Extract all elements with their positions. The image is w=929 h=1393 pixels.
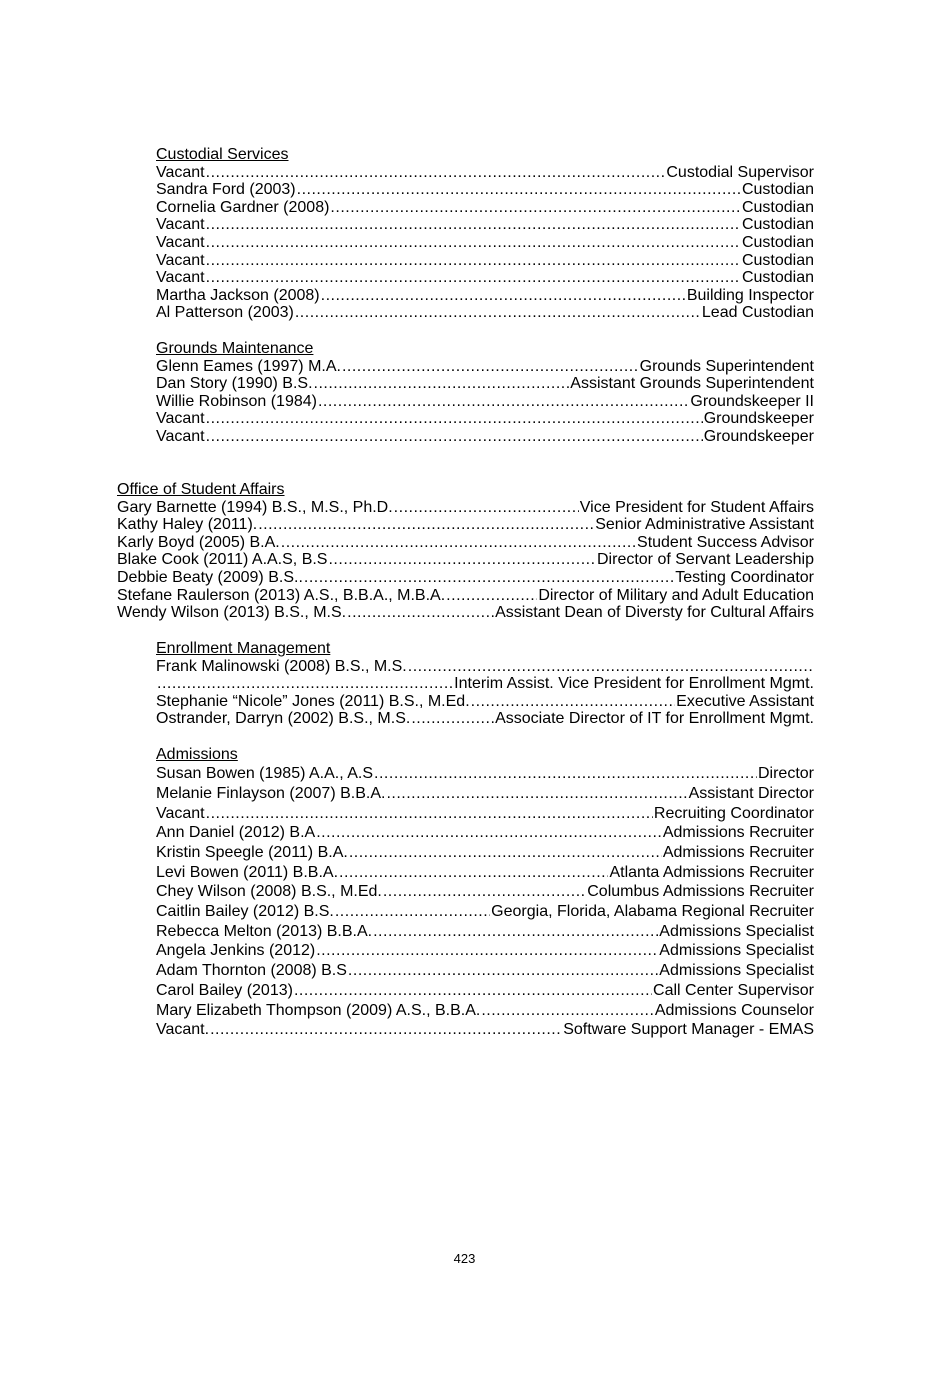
staff-row xyxy=(156,764,814,784)
dot-leader xyxy=(210,1020,562,1040)
staff-row xyxy=(156,863,814,883)
staff-name: Al Patterson (2003) xyxy=(156,304,294,322)
dot-leader xyxy=(386,784,687,804)
dot-leader xyxy=(206,252,741,270)
staff-name: Debbie Beaty (2009) B.S.. xyxy=(117,568,303,586)
staff-name: Melanie Finlayson (2007) B.B.A. xyxy=(156,784,386,802)
staff-title: Groundskeeper xyxy=(703,427,814,445)
page-number: 423 xyxy=(453,1251,476,1266)
staff-row xyxy=(156,843,814,863)
section-heading: Admissions xyxy=(156,746,238,763)
staff-title: Admissions Recruiter xyxy=(662,824,814,842)
staff-title: Director of Servant Leadership xyxy=(597,551,814,569)
dot-leader xyxy=(446,587,537,605)
staff-row xyxy=(117,569,814,587)
dot-leader xyxy=(408,658,813,676)
staff-name: Cornelia Gardner (2008) xyxy=(156,198,330,216)
staff-row xyxy=(156,804,814,824)
staff-row-continuation xyxy=(156,675,814,693)
section-heading: Custodial Services xyxy=(156,146,289,163)
grounds-maintenance-section xyxy=(156,340,814,446)
dot-leader xyxy=(206,804,653,824)
staff-name: Susan Bowen (1985) A.A., A.S xyxy=(156,765,374,783)
dot-leader xyxy=(394,499,579,517)
dot-leader xyxy=(297,181,741,199)
dot-leader xyxy=(373,922,658,942)
staff-name: Vacant xyxy=(156,216,205,234)
staff-title: Vice President for Student Affairs xyxy=(579,498,814,516)
staff-name: Caitlin Bailey (2012) B.S. xyxy=(156,903,334,921)
staff-name: Vacant xyxy=(156,427,205,445)
staff-name: Sandra Ford (2003) xyxy=(156,181,296,199)
staff-title: Georgia, Florida, Alabama Regional Recruiter xyxy=(491,903,814,921)
dot-leader xyxy=(328,551,596,569)
staff-name: Gary Barnette (1994) B.S., M.S., Ph.D. xyxy=(117,498,393,516)
admissions-section xyxy=(156,746,814,1040)
staff-name: Mary Elizabeth Thompson (2009) A.S., B.B.A. xyxy=(156,1001,481,1019)
dot-leader xyxy=(342,358,639,376)
staff-title: Groundskeeper xyxy=(703,410,814,428)
staff-row xyxy=(156,882,814,902)
staff-row xyxy=(117,516,814,534)
staff-row xyxy=(156,428,814,446)
staff-title: Student Success Advisor xyxy=(637,533,814,551)
staff-row xyxy=(156,375,814,393)
staff-title: Groundskeeper II xyxy=(690,392,814,410)
staff-row xyxy=(156,304,814,322)
staff-title: Software Support Manager - EMAS xyxy=(563,1021,814,1039)
staff-list xyxy=(156,358,814,446)
staff-title: Executive Assistant xyxy=(676,692,814,710)
staff-title: Call Center Supervisor xyxy=(653,981,814,999)
staff-row xyxy=(156,234,814,252)
staff-row xyxy=(156,922,814,942)
staff-title: Testing Coordinator xyxy=(675,568,814,586)
dot-leader xyxy=(383,882,586,902)
staff-row xyxy=(156,961,814,981)
staff-row xyxy=(156,393,814,411)
staff-name: Dan Story (1990) B.S. xyxy=(156,375,313,393)
staff-title: Building Inspector xyxy=(686,286,814,304)
staff-row xyxy=(156,269,814,287)
staff-name: Stephanie “Nicole” Jones (2011) B.S., M.Ed. xyxy=(156,692,470,710)
staff-row xyxy=(156,181,814,199)
section-heading: Office of Student Affairs xyxy=(117,481,285,498)
dot-leader xyxy=(471,693,676,711)
section-heading: Grounds Maintenance xyxy=(156,340,314,357)
staff-title: Associate Director of IT for Enrollment Mgmt. xyxy=(495,710,814,728)
staff-title: Admissions Specialist xyxy=(659,922,814,940)
dot-leader xyxy=(206,269,741,287)
staff-row xyxy=(156,941,814,961)
staff-row xyxy=(156,252,814,270)
dot-leader xyxy=(258,516,594,534)
dot-leader xyxy=(330,199,741,217)
staff-title: Interim Assist. Vice President for Enrollment Mgmt. xyxy=(454,675,814,693)
staff-row xyxy=(156,199,814,217)
dot-leader xyxy=(347,604,494,622)
dot-leader xyxy=(157,675,453,693)
dot-leader xyxy=(206,216,741,234)
dot-leader xyxy=(348,961,658,981)
staff-row xyxy=(156,358,814,376)
staff-row xyxy=(117,587,814,605)
staff-row xyxy=(156,784,814,804)
staff-title: Assistant Grounds Superintendent xyxy=(570,375,814,393)
staff-name: Martha Jackson (2008) xyxy=(156,286,320,304)
staff-name: Chey Wilson (2008) B.S., M.Ed. xyxy=(156,883,382,901)
staff-name: Rebecca Melton (2013) B.B.A. xyxy=(156,922,373,940)
staff-name: Vacant. xyxy=(156,1021,210,1039)
staff-name: Blake Cook (2011) A.A.S, B.S xyxy=(117,551,328,569)
staff-row xyxy=(156,823,814,843)
staff-title: Custodian xyxy=(741,233,814,251)
section-heading: Enrollment Management xyxy=(156,640,331,657)
staff-row xyxy=(156,658,814,676)
staff-name: Stefane Raulerson (2013) A.S., B.B.A., M.B.A. xyxy=(117,586,446,604)
staff-name: Willie Robinson (1984) xyxy=(156,392,317,410)
dot-leader xyxy=(349,843,662,863)
dot-leader xyxy=(481,1001,654,1021)
staff-title: Assistant Dean of Diversty for Cultural Affairs xyxy=(495,604,814,622)
staff-row xyxy=(156,216,814,234)
dot-leader xyxy=(304,569,674,587)
staff-name: Adam Thornton (2008) B.S xyxy=(156,962,347,980)
staff-name: Kristin Speegle (2011) B.A. xyxy=(156,843,348,861)
enrollment-management-section xyxy=(156,640,814,728)
staff-title: Director of Military and Adult Education xyxy=(538,586,814,604)
staff-title: Grounds Superintendent xyxy=(639,357,814,375)
staff-row xyxy=(156,1001,814,1021)
staff-row xyxy=(117,534,814,552)
staff-name: Ann Daniel (2012) B.A xyxy=(156,824,316,842)
staff-name: Vacant xyxy=(156,163,205,181)
staff-title: Lead Custodian xyxy=(701,304,814,322)
dot-leader xyxy=(374,764,757,784)
dot-leader xyxy=(206,410,703,428)
staff-name: Levi Bowen (2011) B.B.A. xyxy=(156,863,339,881)
staff-name: Karly Boyd (2005) B.A. xyxy=(117,533,280,551)
staff-row xyxy=(156,287,814,305)
staff-name: Vacant xyxy=(156,251,205,269)
staff-title: Custodian xyxy=(741,216,814,234)
dot-leader xyxy=(206,234,741,252)
student-affairs-section xyxy=(117,481,814,622)
staff-list xyxy=(156,164,814,322)
staff-name: Frank Malinowski (2008) B.S., M.S. xyxy=(156,657,407,675)
staff-title: Custodian xyxy=(741,251,814,269)
staff-name: Ostrander, Darryn (2002) B.S., M.S. xyxy=(156,710,411,728)
staff-row xyxy=(156,693,814,711)
staff-list xyxy=(156,764,814,1040)
dot-leader xyxy=(321,287,686,305)
dot-leader xyxy=(339,863,608,883)
staff-name: Angela Jenkins (2012) xyxy=(156,942,316,960)
dot-leader xyxy=(206,164,666,182)
staff-name: Vacant xyxy=(156,269,205,287)
dot-leader xyxy=(295,304,701,322)
staff-title: Admissions Specialist xyxy=(659,962,814,980)
staff-name: Wendy Wilson (2013) B.S., M.S. xyxy=(117,604,347,622)
staff-row xyxy=(117,499,814,517)
dot-leader xyxy=(318,393,689,411)
staff-title: Recruiting Coordinator xyxy=(653,804,814,822)
staff-row xyxy=(156,902,814,922)
staff-row xyxy=(156,981,814,1001)
dot-leader xyxy=(316,823,662,843)
staff-name: Kathy Haley (2011). xyxy=(117,516,258,534)
staff-title: Atlanta Admissions Recruiter xyxy=(609,863,814,881)
staff-title: Columbus Admissions Recruiter xyxy=(587,883,814,901)
staff-name: Vacant xyxy=(156,410,205,428)
staff-list xyxy=(156,693,814,728)
staff-title: Admissions Recruiter xyxy=(662,843,814,861)
staff-name: Glenn Eames (1997) M.A. xyxy=(156,357,341,375)
staff-row xyxy=(156,710,814,728)
staff-list xyxy=(117,499,814,622)
staff-title: Admissions Specialist xyxy=(659,942,814,960)
staff-name: Vacant xyxy=(156,804,205,822)
staff-row xyxy=(156,1020,814,1040)
staff-title: Custodian xyxy=(741,181,814,199)
dot-leader xyxy=(294,981,652,1001)
staff-title: Custodian xyxy=(741,198,814,216)
custodial-services-section xyxy=(156,146,814,322)
staff-name: Vacant xyxy=(156,233,205,251)
dot-leader xyxy=(411,710,494,728)
staff-name: Carol Bailey (2013) xyxy=(156,981,293,999)
staff-row xyxy=(117,551,814,569)
staff-title: Director xyxy=(757,765,814,783)
staff-title: Assistant Director xyxy=(688,784,814,802)
staff-row xyxy=(156,164,814,182)
staff-row xyxy=(156,410,814,428)
staff-row xyxy=(117,604,814,622)
staff-title: Admissions Counselor xyxy=(654,1001,814,1019)
staff-title: Custodial Supervisor xyxy=(666,163,814,181)
dot-leader xyxy=(281,534,636,552)
dot-leader xyxy=(206,428,703,446)
dot-leader xyxy=(314,375,570,393)
staff-title: Senior Administrative Assistant xyxy=(595,516,814,534)
dot-leader xyxy=(335,902,490,922)
dot-leader xyxy=(316,941,658,961)
staff-title: Custodian xyxy=(741,269,814,287)
